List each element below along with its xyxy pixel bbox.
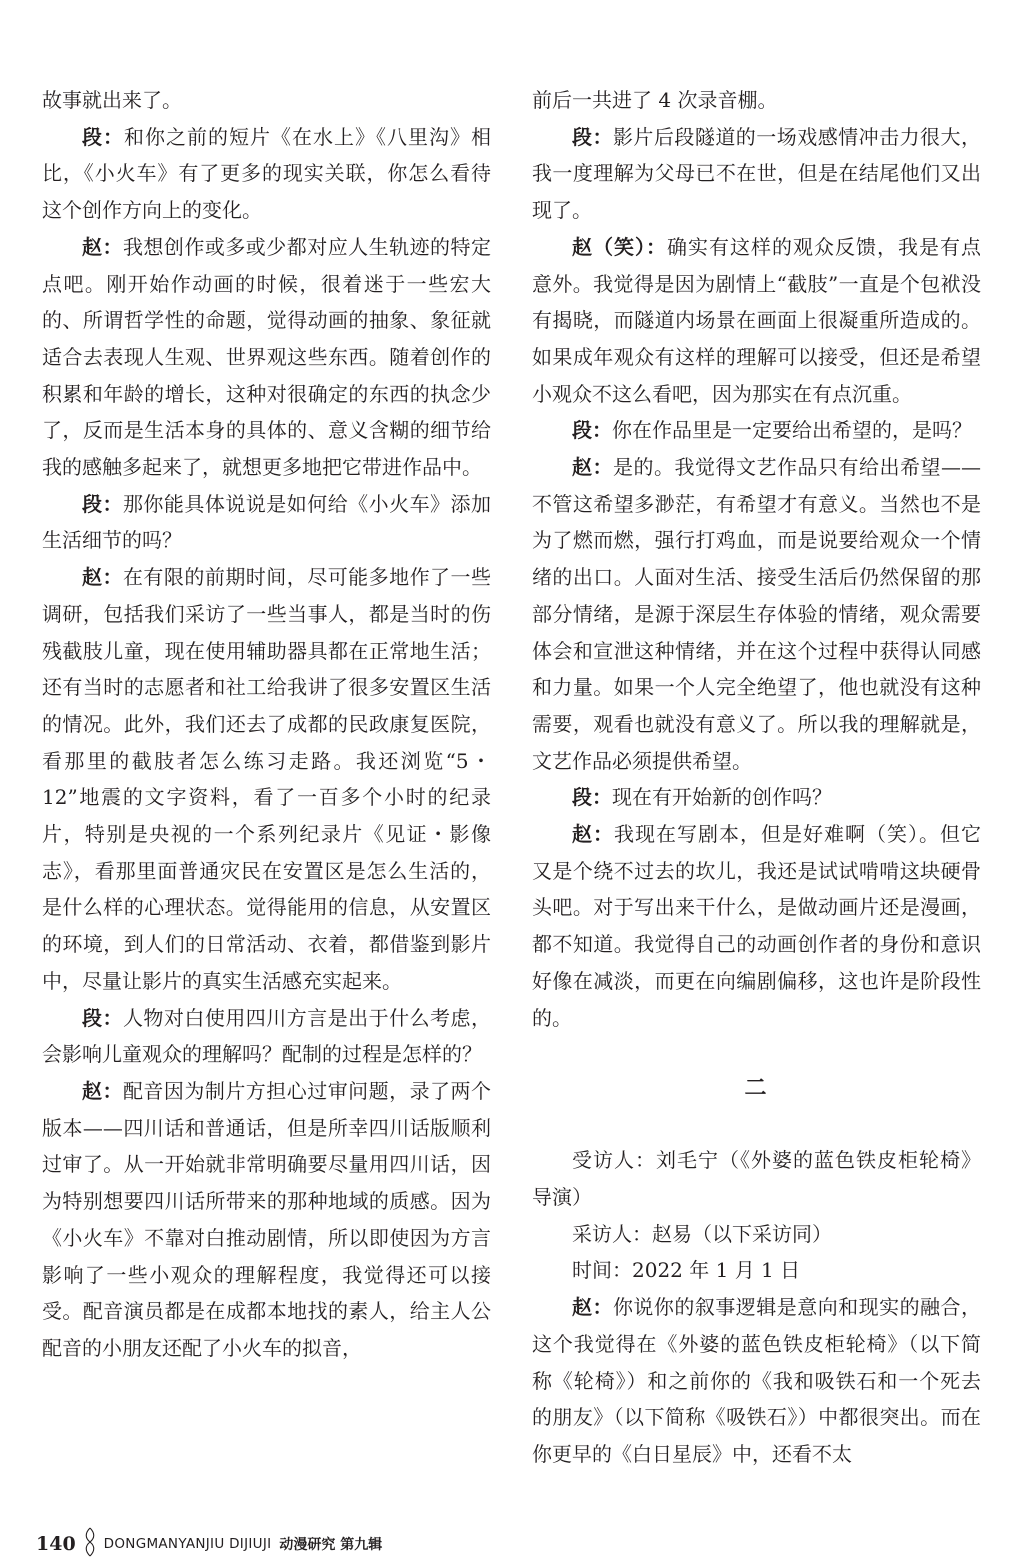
paragraph [532,119,981,229]
right-column-part-b [532,1142,981,1472]
speaker-label: 赵： [82,234,123,259]
speaker-label: 赵： [572,822,614,847]
speaker-label: 赵： [572,1295,613,1320]
paragraph-text: 采访人：赵易（以下采访同） [572,1221,832,1246]
paragraph-text: 配音因为制片方担心过审问题，录了两个版本——四川话和普通话，但是所幸四川话版顺利过审了。从一开始就非常明确要尽量用四川话，因为特别想要四川话所带来的那种地域的质感。因为《小火车》不靠对白推动剧情，所以即使因为方言影响了一些小观众的理解程度，我觉得还可以接受。配音演员都是在成都本地找的素人，给主人公配音的小朋友还配了小火车的拟音， [42,1078,492,1360]
paragraph [42,82,491,119]
right-column-part-a [532,82,981,1036]
paragraph [42,119,491,229]
speaker-label: 段： [572,124,613,149]
speaker-label: 段： [82,124,124,149]
speaker-label: 赵： [82,565,123,590]
speaker-label: 赵（笑）： [572,234,667,259]
page-footer [36,1528,382,1560]
paragraph [532,449,981,779]
paragraph [532,412,981,449]
speaker-label: 段： [82,1005,123,1030]
paragraph-text: 我现在写剧本，但是好难啊（笑）。但它又是个绕不过去的坎儿，我还是试试啃啃这块硬骨头吧。对于写出来干什么，是做动画片还是漫画，都不知道。我觉得自己的动画创作者的身份和意识好像在减淡，而更在向编剧偏移，这也许是阶段性的。 [532,822,981,1030]
paragraph-text: 你说你的叙事逻辑是意向和现实的融合，这个我觉得在《外婆的蓝色铁皮柜轮椅》（以下简称《轮椅》）和之前你的《我和吸铁石和一个死去的朋友》（以下简称《吸铁石》）中都很突出。而在你更早的《白日星辰》中，还看不太 [532,1295,982,1466]
paragraph [532,229,981,413]
paragraph [42,486,491,559]
paragraph-text: 人物对白使用四川方言是出于什么考虑，会影响儿童观众的理解吗？配制的过程是怎样的？ [42,1005,492,1067]
paragraph [42,229,491,486]
speaker-label: 赵： [572,455,613,480]
paragraph-text: 我想创作或多或少都对应人生轨迹的特定点吧。刚开始作动画的时候，很着迷于一些宏大的、所谓哲学性的命题，觉得动画的抽象、象征就适合去表现人生观、世界观这些东西。随着创作的积累和年龄的增长，这种对很确定的东西的执念少了，反而是生活本身的具体的、意义含糊的细节给我的感触多起来了，就想更多地把它带进作品中。 [42,234,492,480]
left-column [42,82,491,1367]
paragraph [42,1000,491,1073]
paragraph-text: 和你之前的短片《在水上》《八里沟》相比，《小火车》有了更多的现实关联，你怎么看待这个创作方向上的变化。 [42,124,491,223]
page-number: 140 [36,1533,76,1555]
publication-name-en: DONGMANYANJIU DIJIUJI [103,1536,272,1552]
footer-ornament-icon [84,1527,96,1561]
paragraph-text: 受访人：刘毛宁（《外婆的蓝色铁皮柜轮椅》导演） [532,1148,981,1209]
paragraph [532,1252,981,1289]
paragraph [532,1289,981,1473]
paragraph-text: 确实有这样的观众反馈，我是有点意外。我觉得是因为剧情上“截肢”一直是个包袱没有揭晓，而隧道内场景在画面上很凝重所造成的。如果成年观众有这样的理解可以接受，但还是希望小观众不这么看吧，因为那实在有点沉重。 [532,234,981,406]
paragraph [42,1073,491,1367]
paragraph [532,779,981,816]
section-heading: 二 [744,1076,769,1102]
paragraph-text: 在有限的前期时间，尽可能多地作了一些调研，包括我们采访了一些当事人，都是当时的伤残截肢儿童，现在使用辅助器具都在正常地生活；还有当时的志愿者和社工给我讲了很多安置区生活的情况。此外，我们还去了成都的民政康复医院，看那里的截肢者怎么练习走路。我还浏览“5・12”地震的文字资料，看了一百多个小时的纪录片，特别是央视的一个系列纪录片《见证・影像志》，看那里面普通灾民在安置区是怎么生活的，是什么样的心理状态。觉得能用的信息，从安置区的环境，到人们的日常活动、衣着，都借鉴到影片中，尽量让影片的真实生活感充实起来。 [42,565,492,993]
publication-name-cn: 动漫研究 第九辑 [279,1537,383,1553]
paragraph-text: 是的。我觉得文艺作品只有给出希望——不管这希望多渺茫，有希望才有意义。当然也不是为了燃而燃，强行打鸡血，而是说要给观众一个情绪的出口。人面对生活、接受生活后仍然保留的那部分情绪，是源于深层生存体验的情绪，观众需要体会和宣泄这种情绪，并在这个过程中获得认同感和力量。如果一个人完全绝望了，他也就没有这种需要，观看也就没有意义了。所以我的理解就是，文艺作品必须提供希望。 [532,455,981,773]
paragraph [42,559,491,999]
paragraph [532,1216,981,1253]
paragraph [532,82,981,119]
speaker-label: 段： [572,785,612,810]
right-column [532,82,981,1473]
paragraph-text: 那你能具体说说是如何给《小火车》添加生活细节的吗？ [42,491,492,553]
paragraph-text: 你在作品里是一定要给出希望的，是吗？ [612,418,972,443]
paragraph-text: 时间：2022 年 1 月 1 日 [572,1258,801,1283]
speaker-label: 段： [82,491,123,516]
speaker-label: 赵： [82,1078,123,1103]
speaker-label: 段： [572,418,612,443]
paragraph-text: 故事就出来了。 [42,88,182,112]
paragraph [532,1142,981,1215]
paragraph-text: 前后一共进了 4 次录音棚。 [532,88,778,112]
paragraph [532,816,981,1036]
paragraph-text: 现在有开始新的创作吗？ [612,785,832,810]
paragraph-text: 影片后段隧道的一场戏感情冲击力很大，我一度理解为父母已不在世，但是在结尾他们又出现了。 [532,124,982,223]
